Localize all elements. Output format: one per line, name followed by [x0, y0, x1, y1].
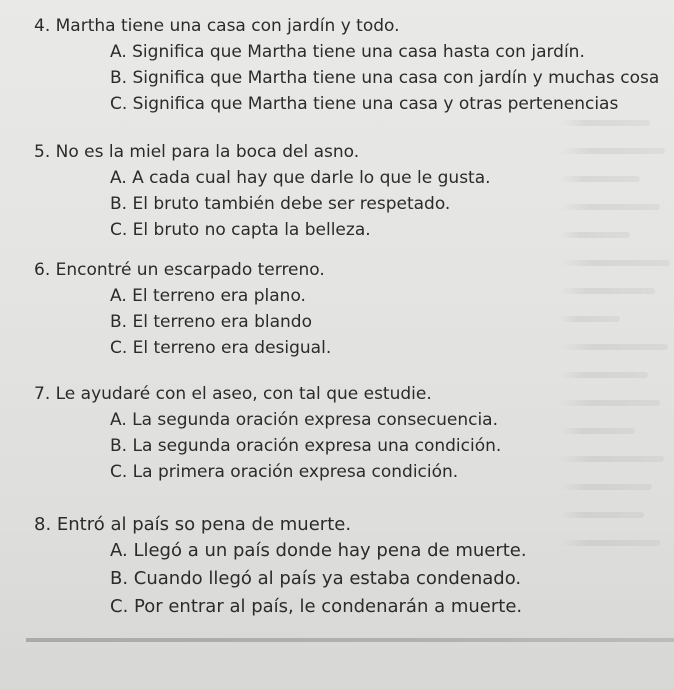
question-stem: 6. Encontré un escarpado terreno. — [34, 260, 325, 280]
option-c: C. El terreno era desigual. — [110, 338, 332, 358]
question-stem: 5. No es la miel para la boca del asno. — [34, 142, 360, 162]
option-b: B. Significa que Martha tiene una casa con jardín y muchas cosa — [110, 68, 660, 88]
option-b: B. El bruto también debe ser respetado. — [110, 194, 451, 214]
option-a: A. Llegó a un país donde hay pena de muerte. — [110, 540, 527, 561]
question-5 — [34, 140, 491, 244]
option-a: A. La segunda oración expresa consecuencia. — [110, 410, 499, 430]
option-a: A. Significa que Martha tiene una casa hasta con jardín. — [110, 42, 585, 62]
page-divider — [26, 638, 674, 642]
bleed-through-text — [560, 120, 674, 640]
option-c: C. El bruto no capta la belleza. — [110, 220, 371, 240]
question-4 — [34, 14, 659, 118]
option-b: B. Cuando llegó al país ya estaba condenado. — [110, 568, 522, 589]
option-c: C. Por entrar al país, le condenarán a muerte. — [110, 596, 523, 617]
question-stem: 7. Le ayudaré con el aseo, con tal que estudie. — [34, 384, 432, 404]
option-b: B. La segunda oración expresa una condición. — [110, 436, 502, 456]
option-a: A. A cada cual hay que darle lo que le gusta. — [110, 168, 491, 188]
option-c: C. La primera oración expresa condición. — [110, 462, 459, 482]
question-stem: 4. Martha tiene una casa con jardín y todo. — [34, 16, 400, 36]
option-a: A. El terreno era plano. — [110, 286, 306, 306]
option-c: C. Significa que Martha tiene una casa y otras pertenencias — [110, 94, 619, 114]
question-stem: 8. Entró al país so pena de muerte. — [34, 514, 352, 535]
question-7 — [34, 382, 501, 486]
option-b: B. El terreno era blando — [110, 312, 312, 332]
question-8 — [34, 513, 527, 623]
question-6 — [34, 258, 331, 362]
